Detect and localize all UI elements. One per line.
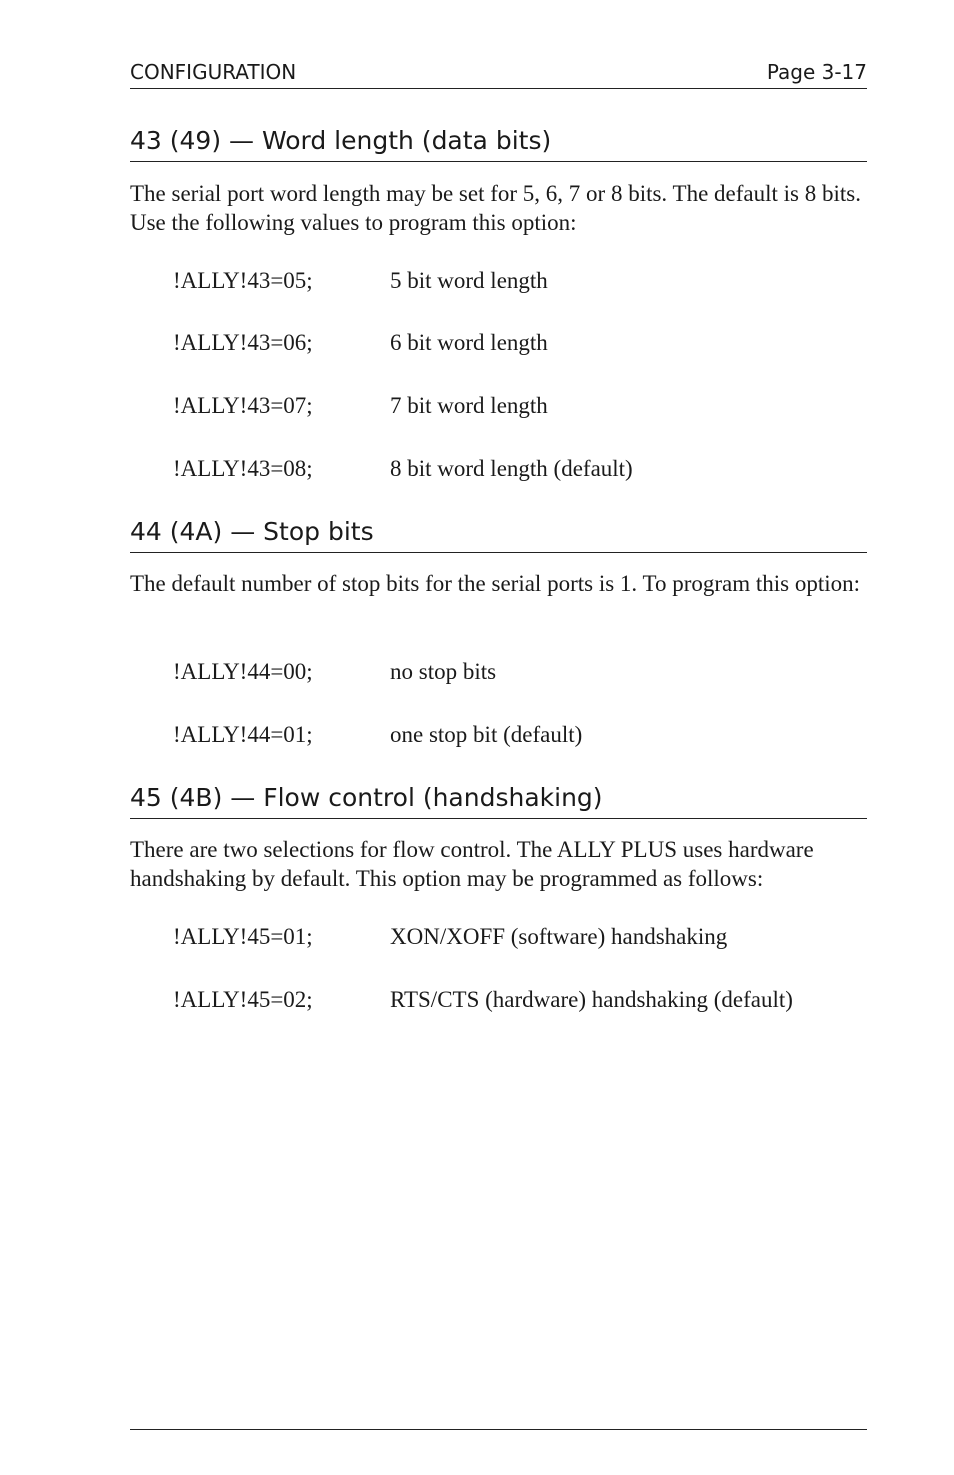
footer-rule — [130, 1429, 867, 1430]
option-row — [173, 985, 867, 1015]
chapter-title: CONFIGURATION — [130, 60, 297, 84]
page-header — [130, 58, 867, 89]
option-command: !ALLY!43=06; — [173, 330, 313, 355]
section-heading-stop-bits: 44 (4A) — Stop bits — [130, 514, 867, 553]
option-command: !ALLY!45=01; — [173, 924, 313, 949]
option-command: !ALLY!45=02; — [173, 987, 313, 1012]
option-row — [173, 657, 867, 687]
option-row — [173, 454, 867, 484]
option-description: RTS/CTS (hardware) handshaking (default) — [390, 987, 793, 1012]
option-description: 5 bit word length — [390, 268, 548, 293]
option-command: !ALLY!44=01; — [173, 722, 313, 747]
section-paragraph-stop-bits: The default number of stop bits for the serial ports is 1. To program this option: — [130, 571, 861, 596]
page-number: Page 3-17 — [766, 60, 867, 84]
section-heading-flow-control: 45 (4B) — Flow control (handshaking) — [130, 780, 867, 819]
option-command: !ALLY!43=05; — [173, 268, 313, 293]
option-description: 8 bit word length (default) — [390, 456, 633, 481]
option-row — [173, 391, 867, 421]
option-description: no stop bits — [390, 659, 497, 684]
option-command: !ALLY!44=00; — [173, 659, 313, 684]
option-row — [173, 266, 867, 296]
option-description: XON/XOFF (software) handshaking — [390, 924, 728, 949]
option-description: 6 bit word length — [390, 330, 548, 355]
option-command: !ALLY!43=07; — [173, 393, 313, 418]
option-command: !ALLY!43=08; — [173, 456, 313, 481]
option-row — [173, 328, 867, 358]
option-description: 7 bit word length — [390, 393, 548, 418]
section-paragraph-word-length: The serial port word length may be set for 5, 6, 7 or 8 bits. The default is 8 bits. Use the following values to program this option: — [130, 181, 861, 235]
option-description: one stop bit (default) — [390, 722, 583, 747]
option-row — [173, 720, 867, 750]
section-paragraph-flow-control: There are two selections for flow control. The ALLY PLUS uses hardware handshaking by default. This option may be programmed as follows: — [130, 837, 814, 891]
option-row — [173, 922, 867, 952]
section-heading-word-length: 43 (49) — Word length (data bits) — [130, 123, 867, 162]
